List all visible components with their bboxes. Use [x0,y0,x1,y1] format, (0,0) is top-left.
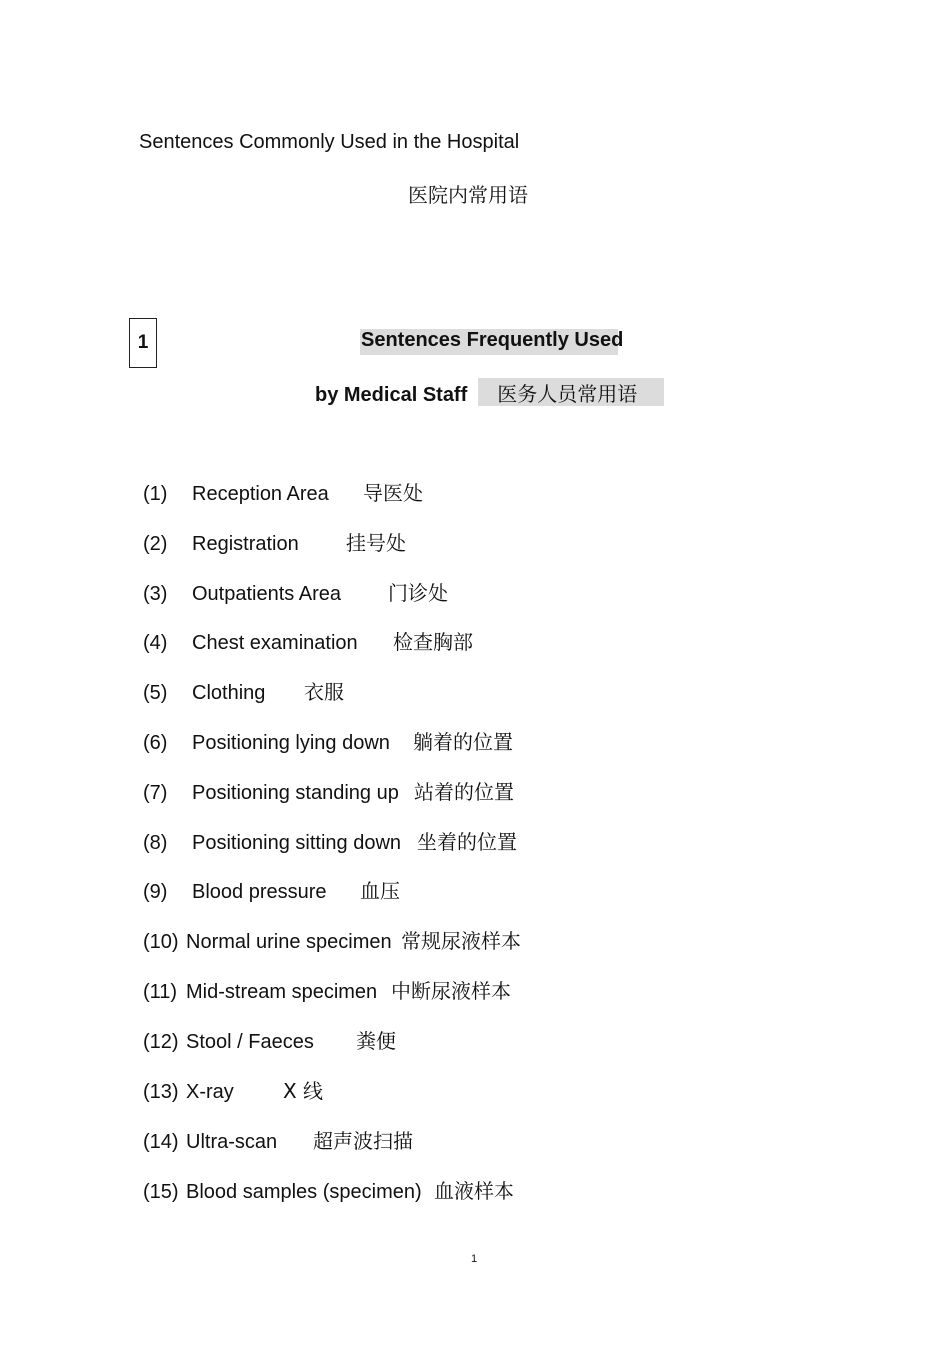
section-number: 1 [137,332,149,353]
item-number: (5) [143,682,168,704]
item-english: Positioning standing up [192,782,399,804]
item-number: (10) [143,931,179,953]
list-item [143,1028,396,1054]
item-english: Reception Area [192,483,329,505]
list-item [143,878,400,904]
item-chinese: 血压 [360,879,400,903]
item-number: (1) [143,483,168,505]
item-english: Registration [192,533,299,555]
item-english: Blood pressure [192,881,327,903]
item-english: Chest examination [192,632,358,654]
item-number: (13) [143,1081,179,1103]
item-number: (7) [143,782,168,804]
list-item [143,779,514,805]
item-chinese: 导医处 [363,481,423,505]
item-number: (15) [143,1181,179,1203]
list-item [143,530,406,556]
item-chinese: 粪便 [356,1029,396,1053]
item-chinese: 衣服 [304,680,344,704]
section-title-line-2-english: by Medical Staff [315,384,468,406]
list-item [143,629,473,655]
item-english: Ultra-scan [186,1131,278,1153]
item-chinese: 中断尿液样本 [391,979,511,1003]
list-item [143,729,513,755]
item-number: (2) [143,533,168,555]
item-number: (9) [143,881,168,903]
item-english: Outpatients Area [192,583,341,605]
item-number: (8) [143,832,168,854]
item-number: (4) [143,632,168,654]
item-chinese: 血液样本 [434,1179,514,1203]
list-item [143,1078,323,1104]
item-chinese: 门诊处 [388,581,448,605]
item-english: Positioning sitting down [192,832,402,854]
item-english: X-ray [186,1081,234,1103]
item-number: (6) [143,732,168,754]
section-title-line-2-chinese: 医务人员常用语 [497,382,638,406]
item-english: Mid-stream specimen [186,981,378,1003]
item-chinese: X 线 [283,1079,324,1103]
list-item [143,580,448,606]
item-number: (14) [143,1131,179,1153]
item-chinese: 坐着的位置 [417,830,517,854]
document-title-english: Sentences Commonly Used in the Hospital [139,131,520,153]
list-item [143,1128,413,1154]
item-english: Stool / Faeces [186,1031,314,1053]
list-item [143,978,511,1004]
list-item [143,480,423,506]
list-item [143,679,344,705]
item-english: Blood samples (specimen) [186,1181,422,1203]
document-title-chinese: 医院内常用语 [408,183,528,207]
item-chinese: 检查胸部 [393,630,473,654]
item-chinese: 躺着的位置 [413,730,513,754]
item-number: (12) [143,1031,179,1053]
page-number: 1 [471,1253,478,1265]
item-english: Clothing [192,682,266,704]
item-chinese: 挂号处 [346,531,406,555]
item-number: (11) [143,981,178,1003]
item-chinese: 站着的位置 [414,780,514,804]
item-english: Positioning lying down [192,732,390,754]
section-title-line-2 [315,378,637,407]
section-number-box [129,318,157,368]
item-number: (3) [143,583,168,605]
list-item [143,1178,514,1204]
item-chinese: 超声波扫描 [313,1129,413,1153]
list-item [143,928,521,954]
item-english: Normal urine specimen [186,931,392,953]
section-title-line-1: Sentences Frequently Used [361,329,624,351]
item-chinese: 常规尿液样本 [401,929,521,953]
list-item [143,829,517,855]
